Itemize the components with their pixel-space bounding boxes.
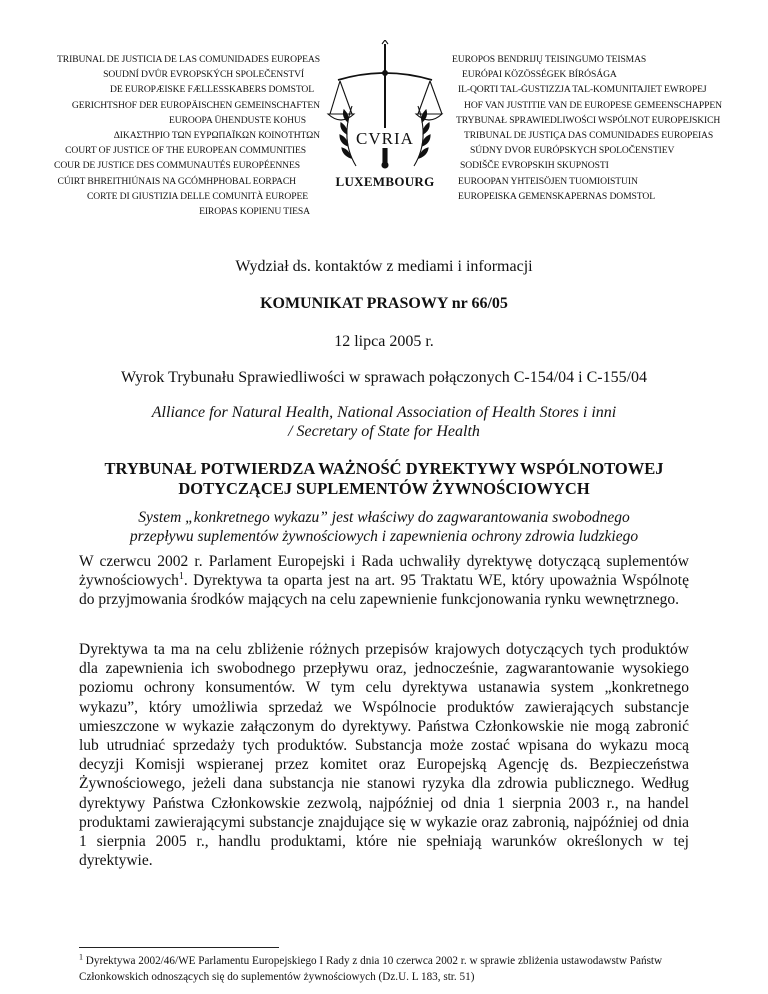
court-name: EUROPOS BENDRIJŲ TEISINGUMO TEISMAS <box>452 54 647 65</box>
scales-and-sword-icon <box>326 40 444 175</box>
footnote-ref[interactable]: 1 <box>178 571 184 583</box>
court-name: TRIBUNAL DE JUSTICIA DE LAS COMUNIDADES EUROPEAS <box>57 54 320 65</box>
court-header <box>0 0 768 218</box>
court-name: TRYBUNAŁ SPRAWIEDLIWOŚCI WSPÓLNOT EUROPEJSKICH <box>456 114 721 126</box>
court-name: GERICHTSHOF DER EUROPÄISCHEN GEMEINSCHAFTEN <box>71 99 320 111</box>
court-name: TRIBUNAL DE JUSTIÇA DAS COMUNIDADES EUROPEIAS <box>464 130 714 142</box>
footnote-number: 1 <box>79 952 83 962</box>
court-name: COUR DE JUSTICE DES COMMUNAUTÉS EUROPÉENNES <box>54 160 300 172</box>
emblem-text: CVRIA <box>356 129 414 148</box>
court-names-right <box>450 52 768 204</box>
court-name: IL-QORTI TAL-ĠUSTIZZJA TAL-KOMUNITAJIET EWROPEJ <box>458 84 707 96</box>
judgment-line: Wyrok Trybunału Sprawiedliwości w sprawach połączonych C-154/04 i C-155/04 <box>120 369 648 386</box>
press-release-title: KOMUNIKAT PRASOWY nr 66/05 <box>260 295 508 312</box>
court-name: EUROOPAN YHTEISÖJEN TUOMIOISTUIN <box>458 175 638 187</box>
footnote <box>79 953 699 985</box>
subheadline: System „konkretnego wykazu” jest właściwy do zagwarantowania swobodnego przepływu suplementów żywnościowych i zapewnienia ochrony zdrowia ludzkiego <box>129 509 639 545</box>
body-paragraph-2: Dyrektywa ta ma na celu zbliżenie różnych przepisów krajowych dotyczących tych produktów dla zapewnienia ich swobodnego przepływu oraz, jednocześnie, zagwarantowanie wysokiego poziomu ochrony konsumentów. W tym celu dyrektywa ustanawia system „konkretnego wykazu”, który umożliwia sprzedaż we Wspólnocie produktów zawierających substancje umieszczone w wykazie załączonym do dyrektywy. Państwa Członkowskie nie mogą zabronić lub utrudniać sprzedaży tych produktów. Substancja może zostać wpisana do wykazu mocą decyzji Komisji wspieranej przez komitet oraz Europejską Agencję ds. Bezpieczeństwa Żywnościowego, jeżeli dana substancja nie stanowi ryzyka dla zdrowia publicznego. Według dyrektywy Państwa Członkowskie zezwolą, najpóźniej od dnia 1 sierpnia 2003 r., na handel produktami zawierającymi substancje znajdujące się w wykazie oraz zabronią, najpóźniej od dnia 1 sierpnia 2005 r., handlu produktami, które nie spełniają warunków określonych w tej dyrektywie. <box>79 641 689 870</box>
court-name: EIROPAS KOPIENU TIESA <box>199 206 310 218</box>
court-name: EUROOPA ÜHENDUSTE KOHUS <box>168 114 306 126</box>
court-name: EURÓPAI KÖZÖSSÉGEK BÍRÓSÁGA <box>462 69 617 81</box>
department-name: Wydział ds. kontaktów z mediami i informacji <box>235 258 533 275</box>
court-name: SÚDNY DVOR EURÓPSKYCH SPOLOČENSTIEV <box>470 145 675 157</box>
paragraph-text: . Dyrektywa ta oparta jest na art. 95 Traktatu WE, który upoważnia Wspólnotę do przyjmowania środków mających na celu zapewnienie funkcjonowania rynku wewnętrznego. <box>79 572 689 609</box>
release-date: 12 lipca 2005 r. <box>334 333 434 350</box>
court-name: EUROPEISKA GEMENSKAPERNAS DOMSTOL <box>458 190 655 202</box>
court-name: SOUDNÍ DVŮR EVROPSKÝCH SPOLEČENSTVÍ <box>103 69 304 81</box>
body-paragraph-1 <box>79 552 689 610</box>
headline: TRYBUNAŁ POTWIERDZA WAŻNOŚĆ DYREKTYWY WSPÓLNOTOWEJ DOTYCZĄCEJ SUPLEMENTÓW ŻYWNOŚCIOWYCH <box>104 459 664 498</box>
case-parties: Alliance for Natural Health, National Association of Health Stores i inni / Secretary of State for Health <box>151 404 617 440</box>
court-name: CORTE DI GIUSTIZIA DELLE COMUNITÀ EUROPEE <box>86 190 308 202</box>
court-name: CÚIRT BHREITHIÚNAIS NA GCÓMHPHOBAL EORPACH <box>57 175 296 187</box>
court-name: SODIŠČE EVROPSKIH SKUPNOSTI <box>460 160 609 172</box>
court-name: DE EUROPÆISKE FÆLLESSKABERS DOMSTOL <box>110 84 314 96</box>
paragraph-text: W czerwcu 2002 r. Parlament Europejski i Rada uchwaliły dyrektywę dotyczącą suplementów żywnościowych <box>79 553 689 590</box>
court-names-left <box>0 52 330 219</box>
court-name: HOF VAN JUSTITIE VAN DE EUROPESE GEMEENSCHAPPEN <box>464 99 722 111</box>
city-label: LUXEMBOURG <box>335 174 435 189</box>
court-name: COURT OF JUSTICE OF THE EUROPEAN COMMUNITIES <box>65 145 306 157</box>
footnote-text: Dyrektywa 2002/46/WE Parlamentu Europejskiego I Rady z dnia 10 czerwca 2002 r. w sprawie zbliżenia ustawodawstw Państw Członkowskich odnoszących się do suplementów żywnościowych (Dz.U. L 183, str. 51) <box>79 955 663 983</box>
court-name: ΔΙΚΑΣΤΗΡΙΟ ΤΩΝ ΕΥΡΩΠΑΪΚΩΝ ΚΟΙΝΟΤΗΤΩΝ <box>113 130 320 142</box>
footnote-divider <box>79 947 279 948</box>
